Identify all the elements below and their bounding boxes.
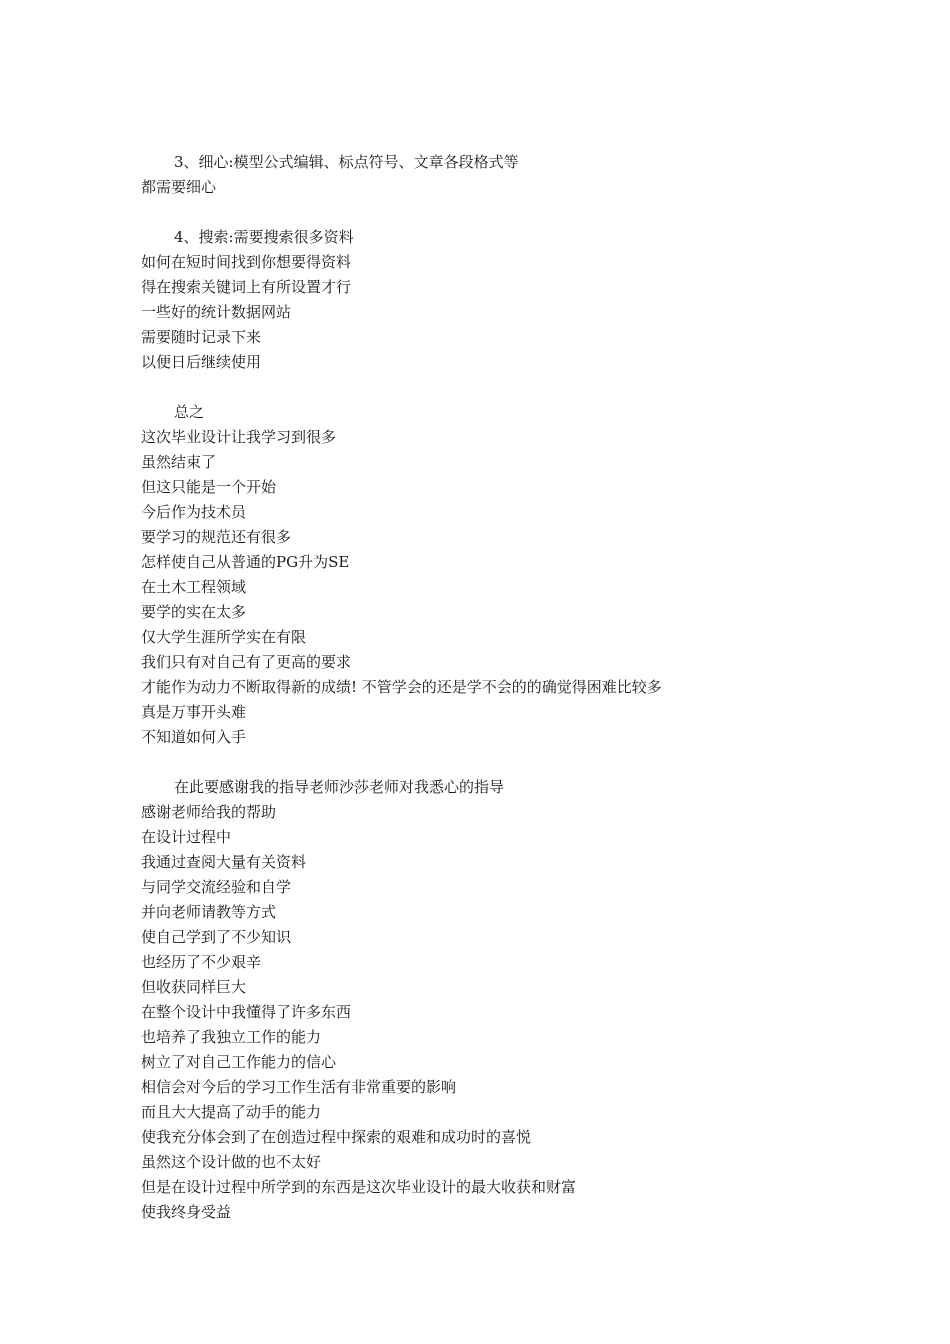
paragraph-heading: 3、细心:模型公式编辑、标点符号、文章各段格式等 [174,153,519,171]
text-line: 才能作为动力不断取得新的成绩! 不管学会的还是学不会的的确觉得困难比较多 [141,678,662,696]
document-body [141,150,841,1225]
paragraph-acknowledgement [141,775,841,1225]
paragraph-spacer [141,750,841,775]
paragraph-heading: 4、搜索:需要搜索很多资料 [174,228,354,246]
paragraph-search [141,225,841,375]
text-line: 要学的实在太多 [141,603,247,621]
text-line: 虽然结束了 [141,453,217,471]
text-line: 使我充分体会到了在创造过程中探索的艰难和成功时的喜悦 [141,1128,532,1146]
text-line: 相信会对今后的学习工作生活有非常重要的影响 [141,1078,457,1096]
text-line: 都需要细心 [141,178,217,196]
text-line: 以便日后继续使用 [141,353,262,371]
text-line: 树立了对自己工作能力的信心 [141,1053,337,1071]
text-line: 一些好的统计数据网站 [141,303,292,321]
text-line: 真是万事开头难 [141,703,247,721]
text-line: 并向老师请教等方式 [141,903,277,921]
paragraph-heading: 在此要感谢我的指导老师沙莎老师对我悉心的指导 [174,778,505,796]
text-line: 得在搜索关键词上有所设置才行 [141,278,352,296]
text-line: 怎样使自己从普通的PG升为SE [141,553,350,571]
text-line: 不知道如何入手 [141,728,247,746]
text-line: 在整个设计中我懂得了许多东西 [141,1003,352,1021]
paragraph-spacer [141,375,841,400]
paragraph-attention-to-detail [141,150,841,200]
text-line: 我通过查阅大量有关资料 [141,853,307,871]
text-line: 也培养了我独立工作的能力 [141,1028,322,1046]
text-line: 我们只有对自己有了更高的要求 [141,653,352,671]
text-line: 使自己学到了不少知识 [141,928,292,946]
paragraph-summary [141,400,841,750]
text-line: 如何在短时间找到你想要得资料 [141,253,352,271]
text-line: 虽然这个设计做的也不太好 [141,1153,322,1171]
text-line: 今后作为技术员 [141,503,247,521]
text-line: 但这只能是一个开始 [141,478,277,496]
text-line: 要学习的规范还有很多 [141,528,292,546]
text-line: 而且大大提高了动手的能力 [141,1103,322,1121]
text-line: 需要随时记录下来 [141,328,262,346]
text-line: 也经历了不少艰辛 [141,953,262,971]
text-line: 这次毕业设计让我学习到很多 [141,428,337,446]
text-line: 但是在设计过程中所学到的东西是这次毕业设计的最大收获和财富 [141,1178,577,1196]
text-line: 在土木工程领域 [141,578,247,596]
paragraph-spacer [141,200,841,225]
text-line: 与同学交流经验和自学 [141,878,292,896]
text-line: 感谢老师给我的帮助 [141,803,277,821]
text-line: 在设计过程中 [141,828,232,846]
paragraph-heading: 总之 [174,403,205,421]
text-line: 仅大学生涯所学实在有限 [141,628,307,646]
text-line: 但收获同样巨大 [141,978,247,996]
text-line: 使我终身受益 [141,1203,232,1221]
